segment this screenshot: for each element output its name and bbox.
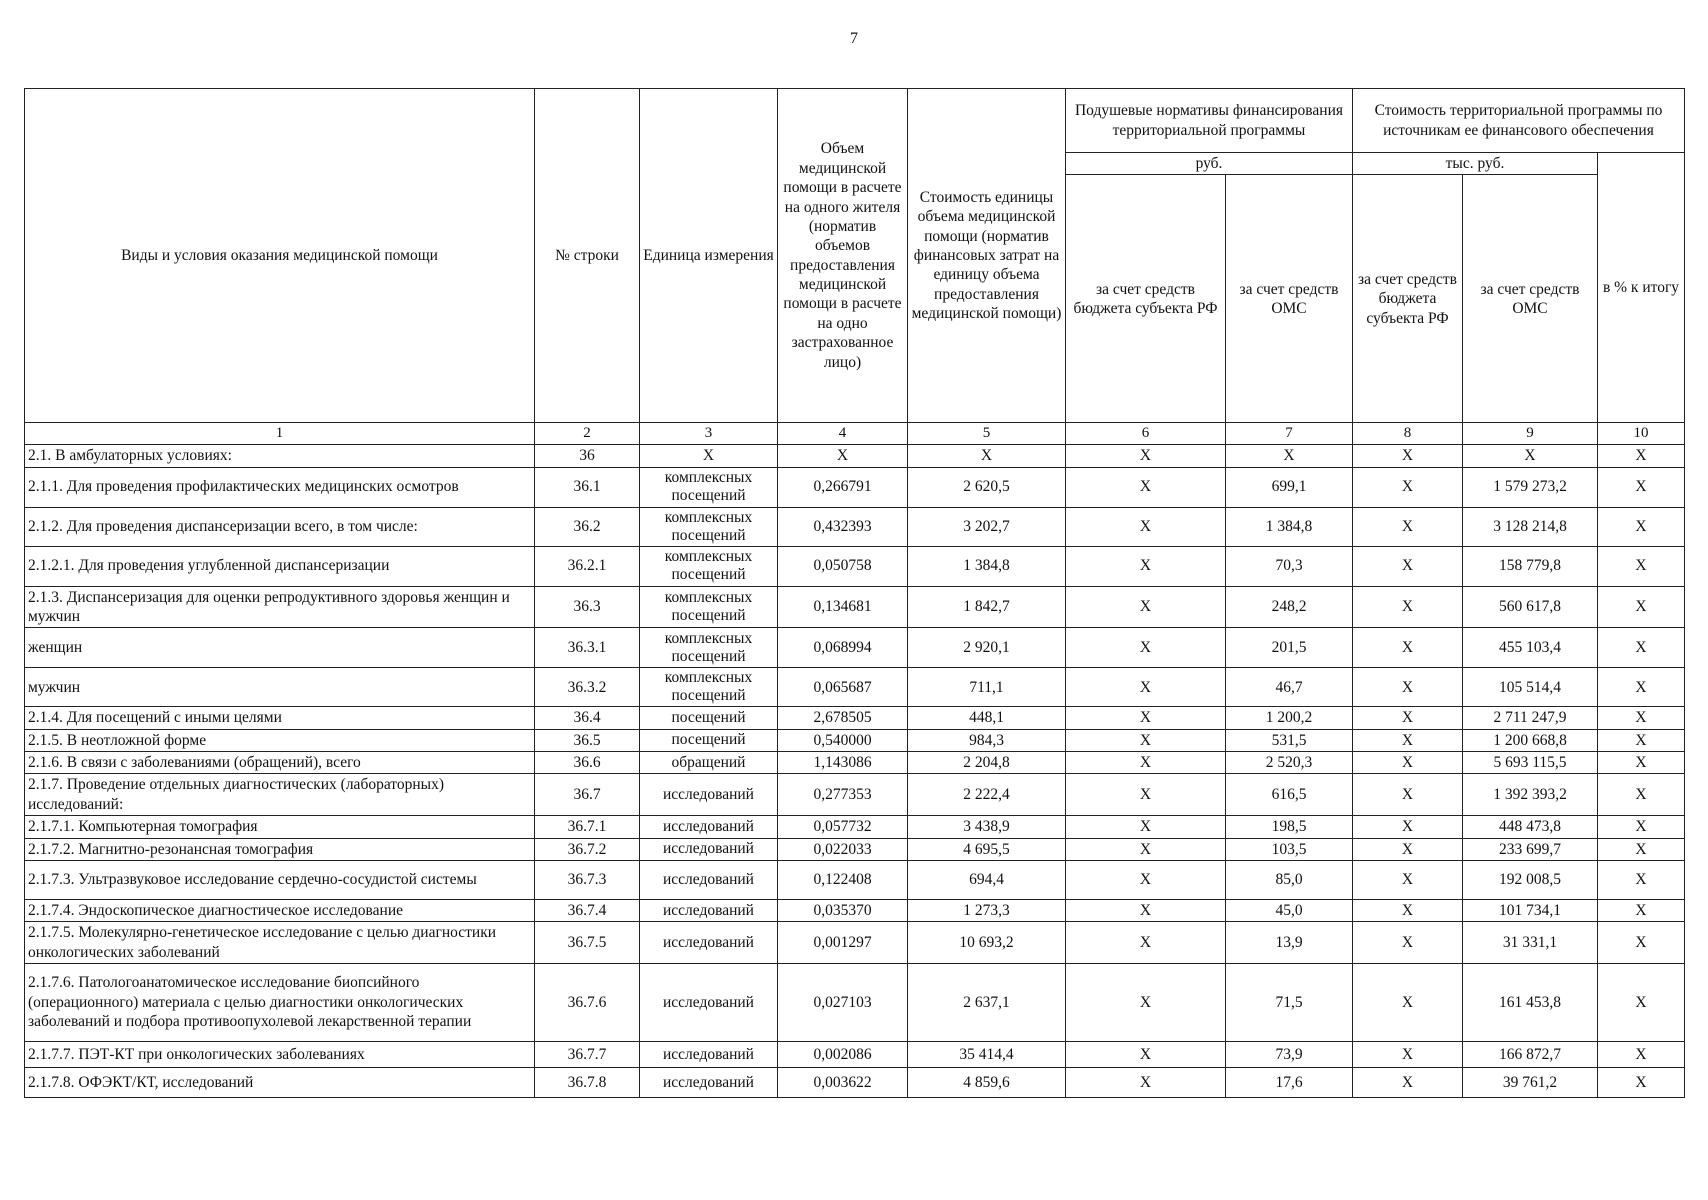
table-row xyxy=(25,668,1685,707)
row-budget-rf-cost: Х xyxy=(1353,964,1463,1042)
row-budget-rf-cost: Х xyxy=(1353,860,1463,899)
row-percent: Х xyxy=(1598,964,1685,1042)
row-line-number: 36.4 xyxy=(535,707,640,729)
column-number: 3 xyxy=(640,423,778,445)
header-unit-rub: руб. xyxy=(1066,153,1353,175)
header-unit-cost: Стоимость единицы объема медицинской помощи (норматив финансовых затрат на единицу объема предоставления медицинской помощи) xyxy=(908,89,1066,423)
table-row xyxy=(25,838,1685,860)
header-budget-rf-cost: за счет средств бюджета субъекта РФ xyxy=(1353,175,1463,423)
row-budget-rf-norm: Х xyxy=(1066,816,1226,838)
row-oms-cost: 233 699,7 xyxy=(1463,838,1598,860)
row-oms-norm: 71,5 xyxy=(1226,964,1353,1042)
row-budget-rf-cost: Х xyxy=(1353,445,1463,467)
row-oms-norm: 616,5 xyxy=(1226,774,1353,816)
row-unit-cost: 4 859,6 xyxy=(908,1068,1066,1098)
table-row xyxy=(25,1068,1685,1098)
header-line-number: № строки xyxy=(535,89,640,423)
row-name: 2.1.4. Для посещений с иными целями xyxy=(25,707,535,729)
row-unit-cost: 2 222,4 xyxy=(908,774,1066,816)
table-row xyxy=(25,1042,1685,1068)
row-oms-cost: 192 008,5 xyxy=(1463,860,1598,899)
table-row xyxy=(25,586,1685,628)
row-unit-cost: 35 414,4 xyxy=(908,1042,1066,1068)
header-unit-thousand-rub: тыс. руб. xyxy=(1353,153,1598,175)
row-budget-rf-norm: Х xyxy=(1066,899,1226,921)
table-row xyxy=(25,899,1685,921)
row-oms-cost: 5 693 115,5 xyxy=(1463,752,1598,774)
header-unit: Единица измерения xyxy=(640,89,778,423)
row-oms-norm: 13,9 xyxy=(1226,922,1353,964)
row-line-number: 36.3.2 xyxy=(535,668,640,707)
row-oms-norm: 1 200,2 xyxy=(1226,707,1353,729)
column-number: 5 xyxy=(908,423,1066,445)
row-unit: исследований xyxy=(640,774,778,816)
row-oms-cost: 455 103,4 xyxy=(1463,628,1598,668)
row-line-number: 36.7.8 xyxy=(535,1068,640,1098)
row-unit-cost: 3 202,7 xyxy=(908,507,1066,546)
row-name: 2.1.2. Для проведения диспансеризации всего, в том числе: xyxy=(25,507,535,546)
column-number: 8 xyxy=(1353,423,1463,445)
row-unit: Х xyxy=(640,445,778,467)
row-unit: комплексных посещений xyxy=(640,628,778,668)
row-name: 2.1.7.2. Магнитно-резонансная томография xyxy=(25,838,535,860)
row-unit: исследований xyxy=(640,899,778,921)
row-line-number: 36.2.1 xyxy=(535,546,640,586)
row-oms-cost: 3 128 214,8 xyxy=(1463,507,1598,546)
row-budget-rf-cost: Х xyxy=(1353,507,1463,546)
row-line-number: 36 xyxy=(535,445,640,467)
row-unit: комплексных посещений xyxy=(640,586,778,628)
table-row xyxy=(25,752,1685,774)
row-budget-rf-norm: Х xyxy=(1066,668,1226,707)
row-budget-rf-norm: Х xyxy=(1066,1042,1226,1068)
table-row xyxy=(25,922,1685,964)
row-unit-cost: 10 693,2 xyxy=(908,922,1066,964)
row-budget-rf-cost: Х xyxy=(1353,838,1463,860)
row-oms-cost: 1 579 273,2 xyxy=(1463,467,1598,507)
row-unit-cost: 2 204,8 xyxy=(908,752,1066,774)
table-row xyxy=(25,628,1685,668)
row-budget-rf-norm: Х xyxy=(1066,707,1226,729)
row-percent: Х xyxy=(1598,860,1685,899)
row-oms-cost: 158 779,8 xyxy=(1463,546,1598,586)
row-oms-norm: 17,6 xyxy=(1226,1068,1353,1098)
row-volume: 0,002086 xyxy=(778,1042,908,1068)
row-budget-rf-norm: Х xyxy=(1066,586,1226,628)
row-budget-rf-norm: Х xyxy=(1066,546,1226,586)
row-percent: Х xyxy=(1598,922,1685,964)
row-name: женщин xyxy=(25,628,535,668)
table-row xyxy=(25,774,1685,816)
row-volume: 0,003622 xyxy=(778,1068,908,1098)
row-oms-cost: 101 734,1 xyxy=(1463,899,1598,921)
row-unit: исследований xyxy=(640,964,778,1042)
row-name: 2.1. В амбулаторных условиях: xyxy=(25,445,535,467)
row-oms-norm: 46,7 xyxy=(1226,668,1353,707)
budget-table xyxy=(24,88,1685,1098)
row-oms-norm: 699,1 xyxy=(1226,467,1353,507)
row-unit: исследований xyxy=(640,1068,778,1098)
row-percent: Х xyxy=(1598,628,1685,668)
row-oms-cost: 560 617,8 xyxy=(1463,586,1598,628)
row-volume: 0,050758 xyxy=(778,546,908,586)
row-budget-rf-cost: Х xyxy=(1353,729,1463,751)
row-name: 2.1.7. Проведение отдельных диагностических (лабораторных) исследований: xyxy=(25,774,535,816)
row-oms-norm: 2 520,3 xyxy=(1226,752,1353,774)
row-oms-norm: 45,0 xyxy=(1226,899,1353,921)
row-unit: исследований xyxy=(640,838,778,860)
row-line-number: 36.7.6 xyxy=(535,964,640,1042)
row-volume: 0,266791 xyxy=(778,467,908,507)
row-oms-cost: 1 392 393,2 xyxy=(1463,774,1598,816)
row-percent: Х xyxy=(1598,838,1685,860)
row-budget-rf-norm: Х xyxy=(1066,628,1226,668)
row-percent: Х xyxy=(1598,729,1685,751)
row-budget-rf-cost: Х xyxy=(1353,1068,1463,1098)
row-budget-rf-norm: Х xyxy=(1066,445,1226,467)
row-percent: Х xyxy=(1598,774,1685,816)
row-unit-cost: 694,4 xyxy=(908,860,1066,899)
row-name: 2.1.2.1. Для проведения углубленной диспансеризации xyxy=(25,546,535,586)
row-line-number: 36.7.4 xyxy=(535,899,640,921)
column-number: 9 xyxy=(1463,423,1598,445)
row-unit: исследований xyxy=(640,1042,778,1068)
row-oms-norm: 248,2 xyxy=(1226,586,1353,628)
table-row xyxy=(25,729,1685,751)
row-percent: Х xyxy=(1598,668,1685,707)
table-row xyxy=(25,467,1685,507)
row-oms-cost: Х xyxy=(1463,445,1598,467)
row-oms-cost: 105 514,4 xyxy=(1463,668,1598,707)
row-unit-cost: 2 920,1 xyxy=(908,628,1066,668)
row-name: 2.1.7.1. Компьютерная томография xyxy=(25,816,535,838)
row-budget-rf-norm: Х xyxy=(1066,774,1226,816)
row-volume: 0,057732 xyxy=(778,816,908,838)
row-unit-cost: 4 695,5 xyxy=(908,838,1066,860)
row-unit-cost: 3 438,9 xyxy=(908,816,1066,838)
row-budget-rf-norm: Х xyxy=(1066,729,1226,751)
row-volume: 0,001297 xyxy=(778,922,908,964)
row-volume: 0,035370 xyxy=(778,899,908,921)
row-unit-cost: 984,3 xyxy=(908,729,1066,751)
row-percent: Х xyxy=(1598,1068,1685,1098)
row-volume: 0,134681 xyxy=(778,586,908,628)
row-name: 2.1.5. В неотложной форме xyxy=(25,729,535,751)
row-unit-cost: Х xyxy=(908,445,1066,467)
row-oms-cost: 1 200 668,8 xyxy=(1463,729,1598,751)
column-number: 6 xyxy=(1066,423,1226,445)
row-oms-norm: 73,9 xyxy=(1226,1042,1353,1068)
row-line-number: 36.7.3 xyxy=(535,860,640,899)
table-row xyxy=(25,816,1685,838)
row-budget-rf-cost: Х xyxy=(1353,922,1463,964)
row-name: 2.1.7.3. Ультразвуковое исследование сердечно-сосудистой системы xyxy=(25,860,535,899)
row-budget-rf-cost: Х xyxy=(1353,668,1463,707)
row-line-number: 36.1 xyxy=(535,467,640,507)
row-volume: 0,432393 xyxy=(778,507,908,546)
row-budget-rf-norm: Х xyxy=(1066,964,1226,1042)
row-unit: исследований xyxy=(640,922,778,964)
row-percent: Х xyxy=(1598,546,1685,586)
header-budget-rf-norm: за счет средств бюджета субъекта РФ xyxy=(1066,175,1226,423)
row-name: 2.1.3. Диспансеризация для оценки репродуктивного здоровья женщин и мужчин xyxy=(25,586,535,628)
row-budget-rf-cost: Х xyxy=(1353,816,1463,838)
row-line-number: 36.7.7 xyxy=(535,1042,640,1068)
row-percent: Х xyxy=(1598,707,1685,729)
row-percent: Х xyxy=(1598,816,1685,838)
row-budget-rf-cost: Х xyxy=(1353,1042,1463,1068)
row-line-number: 36.7 xyxy=(535,774,640,816)
table-row xyxy=(25,445,1685,467)
header-volume: Объем медицинской помощи в расчете на одного жителя (норматив объемов предоставления медицинской помощи в расчете на одно застрахованное лицо) xyxy=(778,89,908,423)
table-row xyxy=(25,707,1685,729)
page-number: 7 xyxy=(850,30,858,47)
header-type-of-care: Виды и условия оказания медицинской помощи xyxy=(25,89,535,423)
row-percent: Х xyxy=(1598,467,1685,507)
row-percent: Х xyxy=(1598,752,1685,774)
row-oms-norm: 103,5 xyxy=(1226,838,1353,860)
header-percent-of-total: в % к итогу xyxy=(1598,153,1685,423)
header-program-cost: Стоимость территориальной программы по источникам ее финансового обеспечения xyxy=(1353,89,1685,153)
row-oms-norm: 531,5 xyxy=(1226,729,1353,751)
row-budget-rf-cost: Х xyxy=(1353,899,1463,921)
row-percent: Х xyxy=(1598,899,1685,921)
row-unit: комплексных посещений xyxy=(640,668,778,707)
row-unit-cost: 2 637,1 xyxy=(908,964,1066,1042)
row-oms-cost: 31 331,1 xyxy=(1463,922,1598,964)
column-number: 4 xyxy=(778,423,908,445)
row-line-number: 36.3 xyxy=(535,586,640,628)
row-name: 2.1.1. Для проведения профилактических медицинских осмотров xyxy=(25,467,535,507)
table-row xyxy=(25,964,1685,1042)
row-oms-cost: 448 473,8 xyxy=(1463,816,1598,838)
column-number: 2 xyxy=(535,423,640,445)
row-budget-rf-cost: Х xyxy=(1353,774,1463,816)
row-unit: комплексных посещений xyxy=(640,507,778,546)
row-budget-rf-cost: Х xyxy=(1353,628,1463,668)
row-volume: 0,540000 xyxy=(778,729,908,751)
row-budget-rf-cost: Х xyxy=(1353,752,1463,774)
row-percent: Х xyxy=(1598,445,1685,467)
row-budget-rf-cost: Х xyxy=(1353,467,1463,507)
row-percent: Х xyxy=(1598,586,1685,628)
row-oms-norm: 201,5 xyxy=(1226,628,1353,668)
row-unit-cost: 448,1 xyxy=(908,707,1066,729)
row-unit: исследований xyxy=(640,860,778,899)
row-name: 2.1.7.8. ОФЭКТ/КТ, исследований xyxy=(25,1068,535,1098)
row-name: мужчин xyxy=(25,668,535,707)
row-oms-norm: 70,3 xyxy=(1226,546,1353,586)
row-line-number: 36.2 xyxy=(535,507,640,546)
row-volume: 0,277353 xyxy=(778,774,908,816)
row-budget-rf-norm: Х xyxy=(1066,507,1226,546)
table-body xyxy=(25,445,1685,1098)
row-line-number: 36.6 xyxy=(535,752,640,774)
row-unit: обращений xyxy=(640,752,778,774)
row-unit-cost: 1 842,7 xyxy=(908,586,1066,628)
column-number: 1 xyxy=(25,423,535,445)
table-row xyxy=(25,546,1685,586)
row-oms-cost: 2 711 247,9 xyxy=(1463,707,1598,729)
row-name: 2.1.6. В связи с заболеваниями (обращений), всего xyxy=(25,752,535,774)
row-volume: 0,122408 xyxy=(778,860,908,899)
row-oms-cost: 166 872,7 xyxy=(1463,1042,1598,1068)
row-budget-rf-norm: Х xyxy=(1066,860,1226,899)
row-oms-cost: 161 453,8 xyxy=(1463,964,1598,1042)
header-oms-norm: за счет средств ОМС xyxy=(1226,175,1353,423)
row-line-number: 36.7.1 xyxy=(535,816,640,838)
row-volume: 0,027103 xyxy=(778,964,908,1042)
row-volume: 0,065687 xyxy=(778,668,908,707)
row-unit-cost: 2 620,5 xyxy=(908,467,1066,507)
column-number: 7 xyxy=(1226,423,1353,445)
row-oms-norm: Х xyxy=(1226,445,1353,467)
header-oms-cost: за счет средств ОМС xyxy=(1463,175,1598,423)
row-percent: Х xyxy=(1598,1042,1685,1068)
row-name: 2.1.7.6. Патологоанатомическое исследование биопсийного (операционного) материала с целью диагностики онкологических заболеваний и подбора противоопухолевой лекарственной терапии xyxy=(25,964,535,1042)
table-row xyxy=(25,860,1685,899)
row-volume: 1,143086 xyxy=(778,752,908,774)
column-number-row xyxy=(25,423,1685,445)
row-budget-rf-norm: Х xyxy=(1066,922,1226,964)
table-row xyxy=(25,507,1685,546)
row-volume: 0,068994 xyxy=(778,628,908,668)
row-budget-rf-norm: Х xyxy=(1066,1068,1226,1098)
row-unit: посещений xyxy=(640,729,778,751)
row-name: 2.1.7.7. ПЭТ-КТ при онкологических заболеваниях xyxy=(25,1042,535,1068)
row-unit: исследований xyxy=(640,816,778,838)
row-oms-norm: 85,0 xyxy=(1226,860,1353,899)
row-volume: 2,678505 xyxy=(778,707,908,729)
row-percent: Х xyxy=(1598,507,1685,546)
row-line-number: 36.7.2 xyxy=(535,838,640,860)
row-unit-cost: 711,1 xyxy=(908,668,1066,707)
row-unit: комплексных посещений xyxy=(640,467,778,507)
row-budget-rf-norm: Х xyxy=(1066,838,1226,860)
row-volume: 0,022033 xyxy=(778,838,908,860)
row-unit: комплексных посещений xyxy=(640,546,778,586)
row-oms-cost: 39 761,2 xyxy=(1463,1068,1598,1098)
row-name: 2.1.7.4. Эндоскопическое диагностическое исследование xyxy=(25,899,535,921)
row-budget-rf-cost: Х xyxy=(1353,546,1463,586)
row-unit: посещений xyxy=(640,707,778,729)
row-name: 2.1.7.5. Молекулярно-генетическое исследование с целью диагностики онкологических заболеваний xyxy=(25,922,535,964)
row-budget-rf-norm: Х xyxy=(1066,467,1226,507)
row-unit-cost: 1 273,3 xyxy=(908,899,1066,921)
column-number: 10 xyxy=(1598,423,1685,445)
row-unit-cost: 1 384,8 xyxy=(908,546,1066,586)
row-line-number: 36.3.1 xyxy=(535,628,640,668)
row-line-number: 36.7.5 xyxy=(535,922,640,964)
header-per-capita-norms: Подушевые нормативы финансирования территориальной программы xyxy=(1066,89,1353,153)
row-budget-rf-norm: Х xyxy=(1066,752,1226,774)
row-budget-rf-cost: Х xyxy=(1353,707,1463,729)
row-line-number: 36.5 xyxy=(535,729,640,751)
row-volume: Х xyxy=(778,445,908,467)
row-oms-norm: 198,5 xyxy=(1226,816,1353,838)
row-budget-rf-cost: Х xyxy=(1353,586,1463,628)
row-oms-norm: 1 384,8 xyxy=(1226,507,1353,546)
